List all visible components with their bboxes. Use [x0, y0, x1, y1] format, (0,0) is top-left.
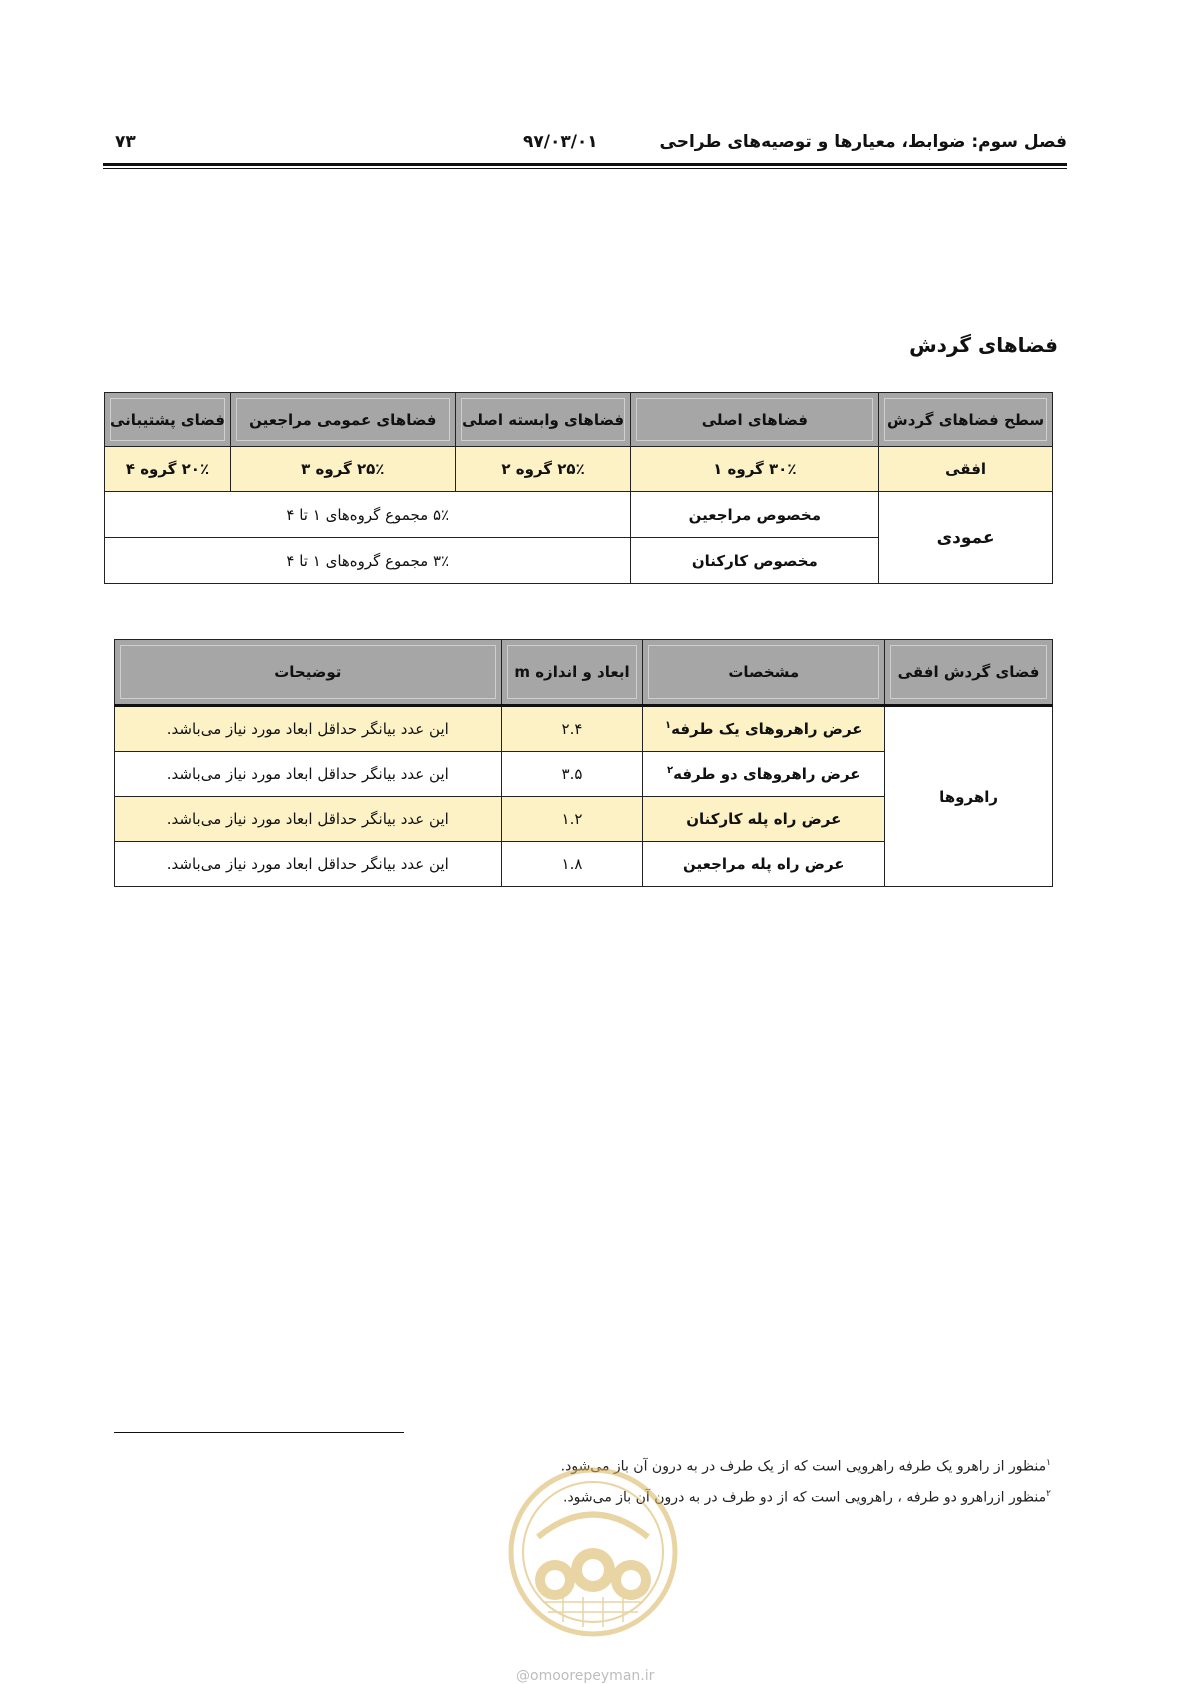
spec-text: عرض راهروهای دو طرفه [673, 765, 861, 783]
table-cell: ۳۰٪ گروه ۱ [631, 447, 879, 492]
header-cell: فضاهای اصلی [631, 393, 879, 447]
footnote-text: منظور ازراهرو دو طرفه ، راهرویی است که از دو طرف در به درون آن باز می‌شود. [563, 1489, 1047, 1506]
header-cell: فضاهای وابسته اصلی [455, 393, 631, 447]
header-cell: مشخصات [643, 640, 885, 706]
table-cell: ۳٪ مجموع گروه‌های ۱ تا ۴ [105, 538, 631, 584]
footnote-number: ۲ [1046, 1488, 1051, 1499]
row-label: عمودی [879, 492, 1053, 584]
watermark-stamp-icon [503, 1462, 683, 1642]
row-label: افقی [879, 447, 1053, 492]
page-number: ۷۳ [115, 132, 136, 152]
header-rule-thin [103, 168, 1067, 169]
table-cell: ۲۵٪ گروه ۳ [230, 447, 455, 492]
table-row [115, 706, 1053, 752]
sub-label: مخصوص مراجعین [631, 492, 879, 538]
footnote-separator [114, 1432, 404, 1433]
size-cell: ۱.۲ [501, 797, 643, 842]
chapter-title: فصل سوم: ضوابط، معیارها و توصیه‌های طراحی [659, 132, 1067, 152]
footnote-number: ۱ [1046, 1458, 1051, 1468]
size-cell: ۱.۸ [501, 842, 643, 887]
spec-cell [643, 752, 885, 797]
table-row [105, 492, 1053, 538]
footnote-ref: ۲ [667, 765, 674, 776]
page-header [103, 128, 1067, 158]
corridor-dimensions-table [114, 639, 1053, 887]
note-cell: این عدد بیانگر حداقل ابعاد مورد نیاز می‌باشد. [115, 706, 502, 752]
table-cell: ۲۵٪ گروه ۲ [455, 447, 631, 492]
footnote-ref: ۱ [665, 720, 672, 731]
table-cell: ۲۰٪ گروه ۴ [105, 447, 231, 492]
revision-date: ۹۷/۰۳/۰۱ [523, 132, 598, 152]
note-cell: این عدد بیانگر حداقل ابعاد مورد نیاز می‌باشد. [115, 752, 502, 797]
header-rule-thick [103, 163, 1067, 166]
spec-cell: عرض راه پله مراجعین [643, 842, 885, 887]
header-cell: فضای پشتیبانی [105, 393, 231, 447]
header-cell: فضاهای عمومی مراجعین [230, 393, 455, 447]
circulation-share-table [104, 392, 1053, 584]
table-row [105, 447, 1053, 492]
header-cell: ابعاد و اندازه m [501, 640, 643, 706]
footnote-text: منظور از راهرو یک طرفه راهرویی است که از یک طرف در به درون آن باز می‌شود. [560, 1458, 1047, 1475]
size-cell: ۳.۵ [501, 752, 643, 797]
header-cell: توضیحات [115, 640, 502, 706]
spec-text: عرض راهروهای یک طرفه [671, 720, 863, 738]
spec-cell [643, 706, 885, 752]
header-cell: فضای گردش افقی [885, 640, 1053, 706]
note-cell: این عدد بیانگر حداقل ابعاد مورد نیاز می‌باشد. [115, 842, 502, 887]
group-label: راهروها [885, 706, 1053, 887]
note-cell: این عدد بیانگر حداقل ابعاد مورد نیاز می‌باشد. [115, 797, 502, 842]
header-cell: سطح فضاهای گردش [879, 393, 1053, 447]
sub-label: مخصوص کارکنان [631, 538, 879, 584]
spec-cell: عرض راه پله کارکنان [643, 797, 885, 842]
watermark-url: @omoorepeyman.ir [516, 1668, 655, 1684]
table-cell: ۵٪ مجموع گروه‌های ۱ تا ۴ [105, 492, 631, 538]
size-cell: ۲.۴ [501, 706, 643, 752]
section-title: فضاهای گردش [909, 333, 1058, 357]
